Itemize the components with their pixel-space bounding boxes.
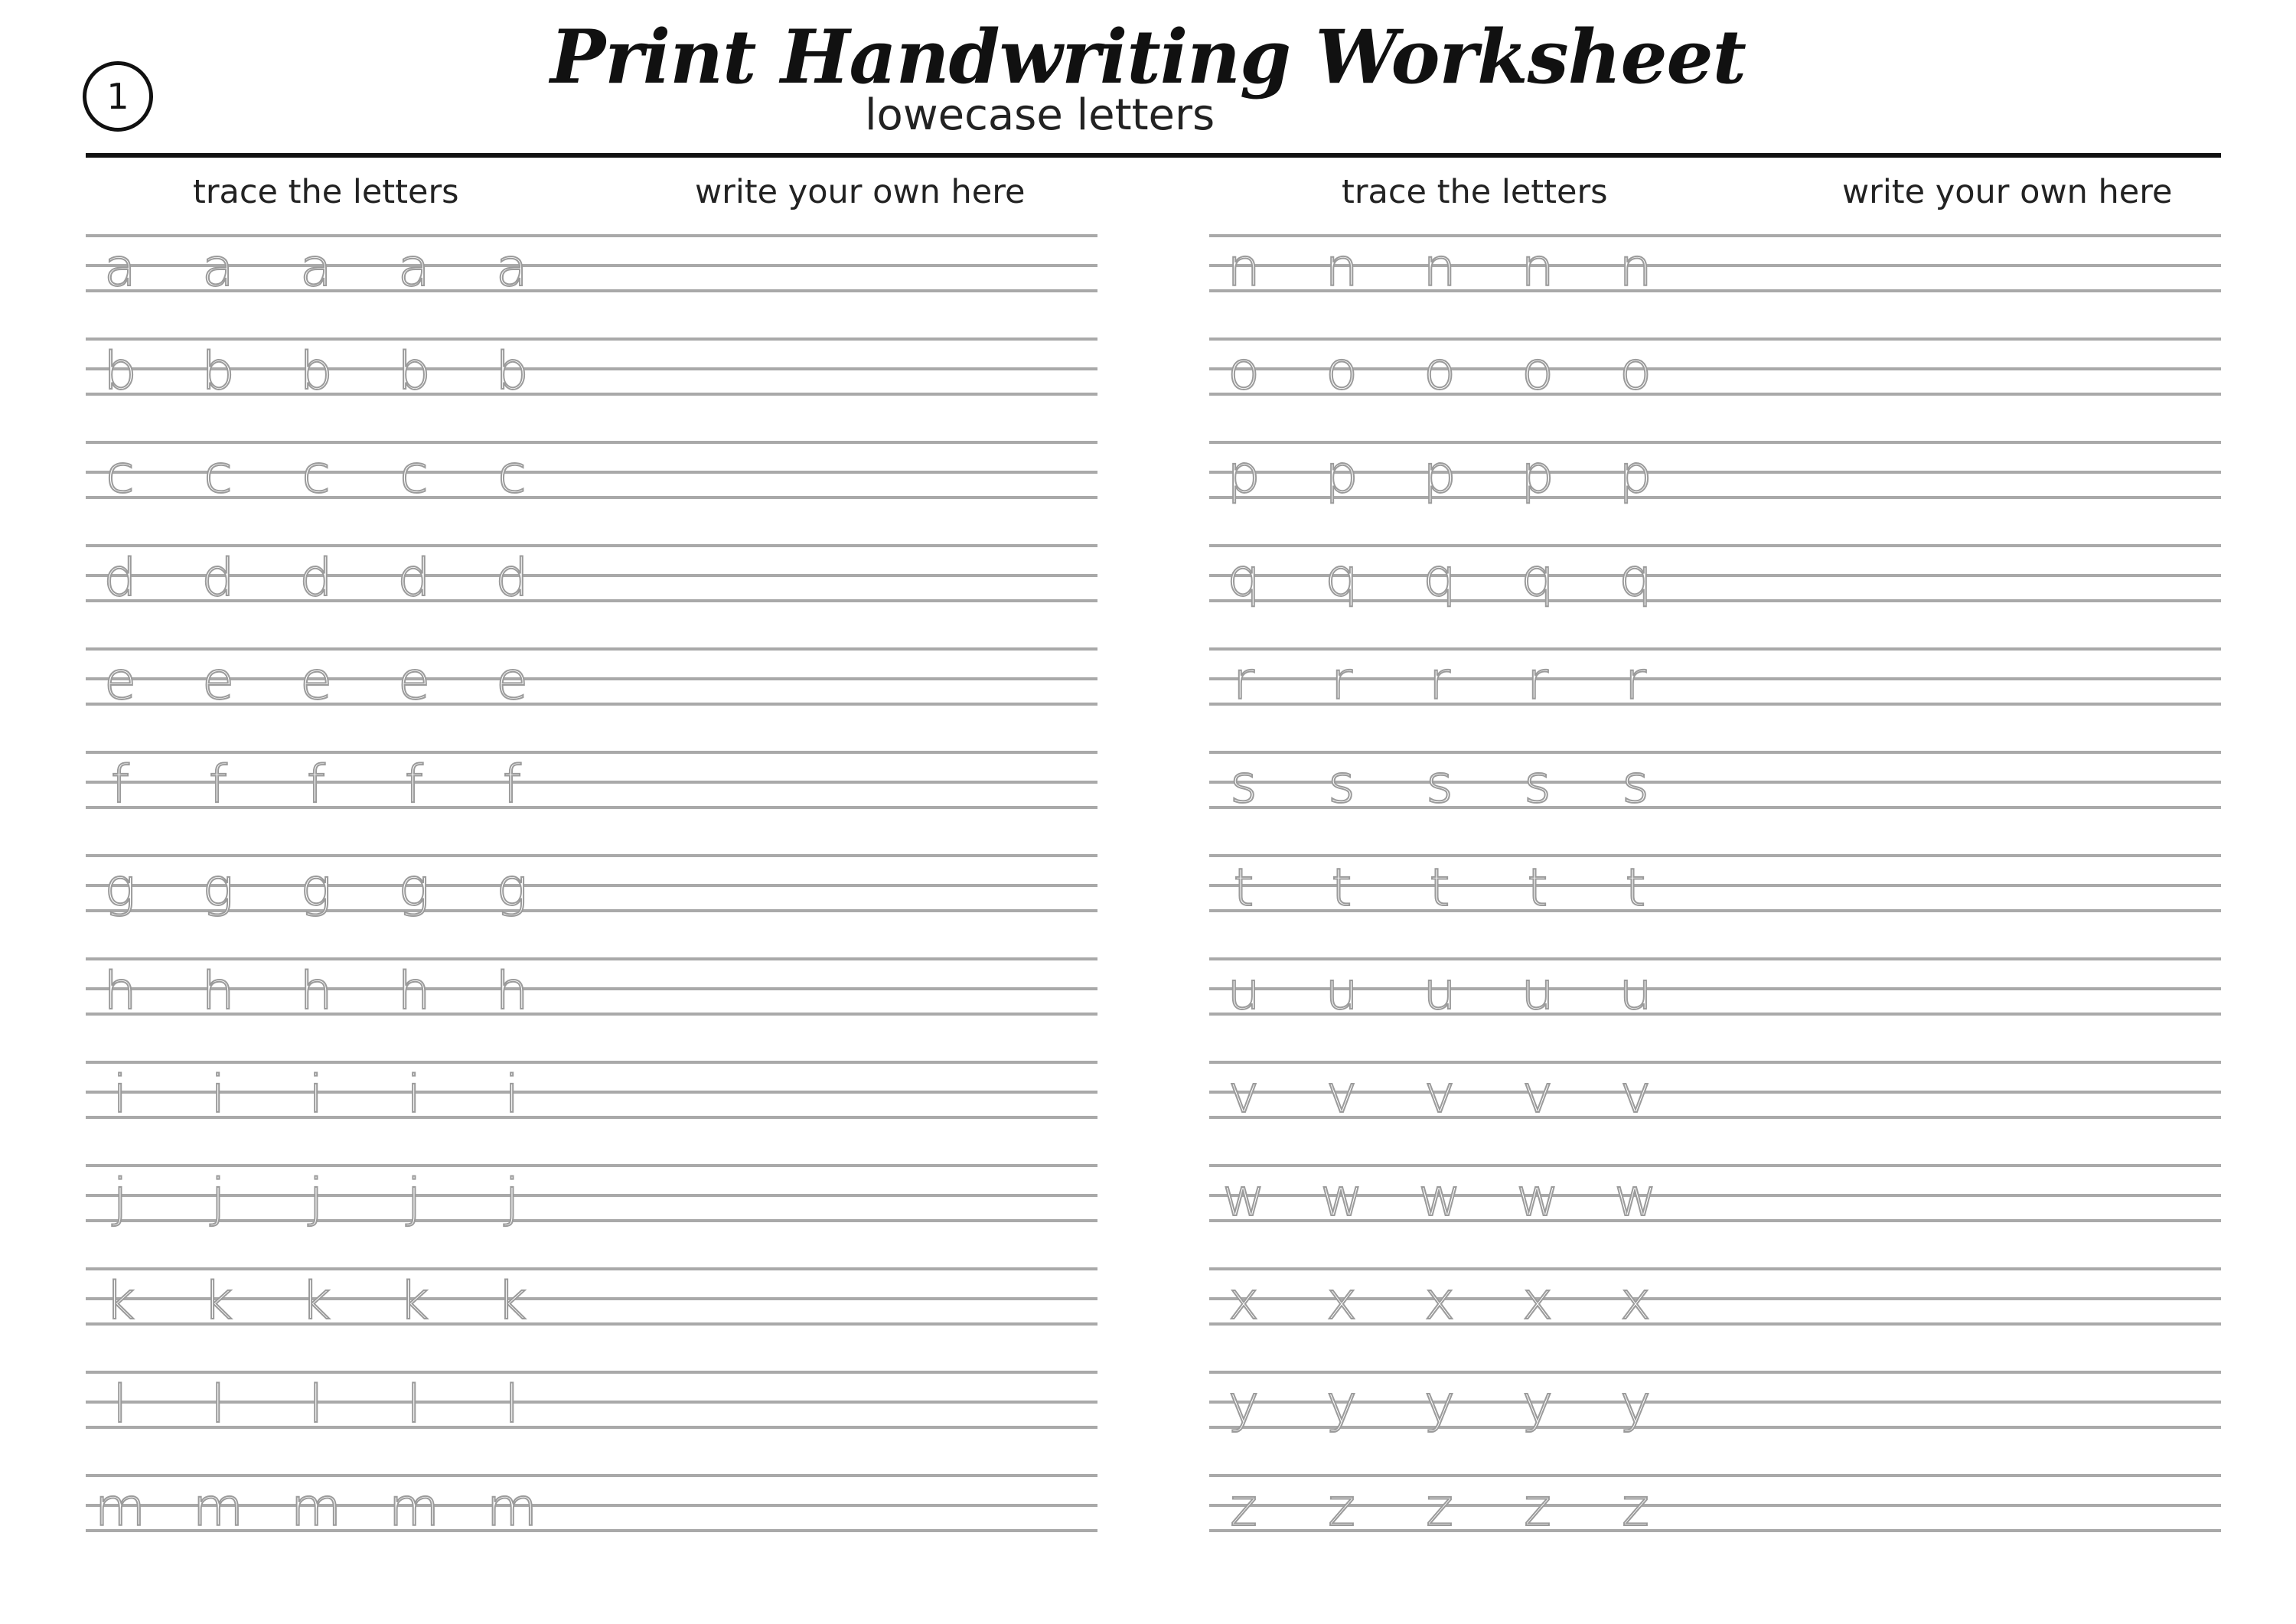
trace-letter-x: x [1424,1271,1456,1332]
trace-letter-d: d [397,548,431,608]
trace-letter-e: e [496,651,528,712]
trace-letter-i: i [308,1065,324,1125]
trace-letter-s: s [1328,755,1355,815]
trace-letter-i: i [406,1065,422,1125]
trace-letter-e: e [104,651,136,712]
trace-letter-d: d [103,548,137,608]
trace-letter-f: f [209,755,227,815]
trace-letter-w: w [1418,1168,1461,1228]
trace-letter-k: k [497,1271,527,1332]
left-write-label: write your own here [695,173,1026,211]
trace-letter-e: e [300,651,332,712]
trace-letter-a: a [398,238,430,298]
trace-letter-l: l [406,1375,422,1435]
trace-letter-w: w [1320,1168,1363,1228]
trace-letter-i: i [504,1065,520,1125]
left-practice-row-h[interactable] [86,957,1097,1061]
trace-letter-g: g [202,858,234,918]
trace-letter-q: q [1423,548,1456,608]
left-practice-row-i[interactable] [86,1061,1097,1164]
left-practice-row-a[interactable] [86,234,1097,338]
trace-letter-h: h [495,961,529,1022]
trace-letter-g: g [398,858,430,918]
left-practice-row-c[interactable] [86,441,1097,544]
trace-letter-w: w [1614,1168,1657,1228]
trace-letter-s: s [1622,755,1649,815]
left-practice-row-g[interactable] [86,854,1097,957]
trace-letter-o: o [1326,341,1358,402]
trace-letter-f: f [405,755,423,815]
left-practice-row-l[interactable] [86,1371,1097,1474]
trace-letter-n: n [1521,238,1554,298]
trace-letter-j: j [406,1168,422,1228]
trace-letter-j: j [113,1168,128,1228]
trace-letter-k: k [301,1271,331,1332]
right-practice-row-v[interactable] [1209,1061,2221,1164]
trace-letter-m: m [290,1478,342,1538]
trace-letter-p: p [1423,445,1456,505]
trace-letter-c: c [302,445,331,505]
worksheet-title: Print Handwriting Worksheet [550,14,1746,100]
trace-letter-k: k [203,1271,233,1332]
left-practice-row-d[interactable] [86,544,1097,647]
trace-letter-o: o [1521,341,1554,402]
trace-letter-z: z [1230,1478,1257,1538]
right-practice-row-u[interactable] [1209,957,2221,1061]
trace-letter-r: r [1331,651,1352,712]
trace-letter-t: t [1527,858,1548,918]
trace-letter-e: e [398,651,430,712]
trace-letter-b: b [397,341,431,402]
trace-letter-v: v [1326,1065,1358,1125]
trace-letter-o: o [1619,341,1652,402]
trace-letter-g: g [496,858,528,918]
trace-letter-p: p [1619,445,1652,505]
trace-letter-b: b [103,341,137,402]
trace-letter-r: r [1429,651,1450,712]
right-practice-row-y[interactable] [1209,1371,2221,1474]
trace-letter-d: d [495,548,529,608]
trace-letter-t: t [1331,858,1352,918]
trace-letter-a: a [104,238,136,298]
trace-letter-u: u [1423,961,1456,1022]
header-divider [86,153,2221,158]
trace-letter-m: m [388,1478,440,1538]
trace-letter-w: w [1222,1168,1265,1228]
trace-letter-n: n [1325,238,1358,298]
trace-letter-s: s [1426,755,1453,815]
trace-letter-j: j [504,1168,520,1228]
trace-letter-g: g [300,858,332,918]
trace-letter-c: c [400,445,429,505]
trace-letter-v: v [1424,1065,1456,1125]
trace-letter-c: c [106,445,135,505]
trace-letter-c: c [497,445,527,505]
trace-letter-u: u [1227,961,1261,1022]
trace-letter-i: i [210,1065,226,1125]
trace-letter-p: p [1325,445,1358,505]
trace-letter-h: h [299,961,333,1022]
trace-letter-r: r [1233,651,1254,712]
trace-letter-v: v [1619,1065,1652,1125]
left-practice-panel [86,234,1097,1544]
trace-letter-u: u [1619,961,1652,1022]
left-practice-row-b[interactable] [86,338,1097,441]
trace-letter-p: p [1227,445,1261,505]
trace-letter-x: x [1521,1271,1554,1332]
right-practice-row-s[interactable] [1209,751,2221,854]
trace-letter-b: b [201,341,235,402]
trace-letter-b: b [299,341,333,402]
trace-letter-f: f [307,755,325,815]
trace-letter-v: v [1521,1065,1554,1125]
trace-letter-x: x [1326,1271,1358,1332]
trace-letter-m: m [486,1478,538,1538]
trace-letter-s: s [1230,755,1257,815]
page-number: 1 [106,76,129,117]
trace-letter-q: q [1325,548,1358,608]
trace-letter-j: j [308,1168,324,1228]
trace-letter-x: x [1619,1271,1652,1332]
trace-letter-r: r [1625,651,1646,712]
left-practice-row-k[interactable] [86,1267,1097,1371]
trace-letter-y: y [1521,1375,1554,1435]
trace-letter-y: y [1619,1375,1652,1435]
trace-letter-k: k [399,1271,429,1332]
right-practice-row-o[interactable] [1209,338,2221,441]
trace-letter-f: f [503,755,521,815]
trace-letter-a: a [300,238,332,298]
right-practice-row-w[interactable] [1209,1164,2221,1267]
left-trace-label: trace the letters [193,173,459,211]
trace-letter-p: p [1521,445,1554,505]
right-trace-label: trace the letters [1342,173,1608,211]
left-practice-row-e[interactable] [86,647,1097,751]
trace-letter-l: l [504,1375,520,1435]
trace-letter-d: d [299,548,333,608]
trace-letter-o: o [1228,341,1260,402]
trace-letter-z: z [1622,1478,1649,1538]
trace-letter-m: m [94,1478,146,1538]
trace-letter-z: z [1328,1478,1355,1538]
trace-letter-h: h [103,961,137,1022]
trace-letter-q: q [1227,548,1261,608]
trace-letter-c: c [204,445,233,505]
right-practice-row-r[interactable] [1209,647,2221,751]
right-practice-panel [1209,234,2221,1544]
trace-letter-n: n [1423,238,1456,298]
trace-letter-m: m [192,1478,244,1538]
trace-letter-z: z [1426,1478,1453,1538]
trace-letter-l: l [210,1375,226,1435]
trace-letter-x: x [1228,1271,1260,1332]
trace-letter-s: s [1524,755,1551,815]
trace-letter-r: r [1527,651,1548,712]
trace-letter-d: d [201,548,235,608]
right-practice-row-z[interactable] [1209,1474,2221,1577]
trace-letter-e: e [202,651,234,712]
trace-letter-f: f [111,755,129,815]
trace-letter-k: k [105,1271,135,1332]
trace-letter-l: l [113,1375,128,1435]
trace-letter-t: t [1625,858,1646,918]
trace-letter-y: y [1326,1375,1358,1435]
trace-letter-w: w [1516,1168,1559,1228]
trace-letter-i: i [113,1065,128,1125]
trace-letter-t: t [1233,858,1254,918]
right-practice-row-q[interactable] [1209,544,2221,647]
right-write-label: write your own here [1842,173,2173,211]
left-practice-row-m[interactable] [86,1474,1097,1577]
trace-letter-l: l [308,1375,324,1435]
trace-letter-q: q [1619,548,1652,608]
trace-letter-n: n [1227,238,1261,298]
trace-letter-n: n [1619,238,1652,298]
trace-letter-y: y [1228,1375,1260,1435]
trace-letter-u: u [1325,961,1358,1022]
trace-letter-q: q [1521,548,1554,608]
right-practice-row-x[interactable] [1209,1267,2221,1371]
trace-letter-a: a [202,238,234,298]
trace-letter-h: h [201,961,235,1022]
trace-letter-a: a [496,238,528,298]
right-practice-row-n[interactable] [1209,234,2221,338]
trace-letter-o: o [1424,341,1456,402]
trace-letter-v: v [1228,1065,1260,1125]
left-practice-row-f[interactable] [86,751,1097,854]
worksheet-subtitle: lowecase letters [865,90,1215,140]
trace-letter-z: z [1524,1478,1551,1538]
right-practice-row-p[interactable] [1209,441,2221,544]
trace-letter-u: u [1521,961,1554,1022]
left-practice-row-j[interactable] [86,1164,1097,1267]
trace-letter-b: b [495,341,529,402]
right-practice-row-t[interactable] [1209,854,2221,957]
trace-letter-t: t [1429,858,1450,918]
trace-letter-h: h [397,961,431,1022]
trace-letter-j: j [210,1168,226,1228]
trace-letter-y: y [1424,1375,1456,1435]
trace-letter-g: g [104,858,136,918]
